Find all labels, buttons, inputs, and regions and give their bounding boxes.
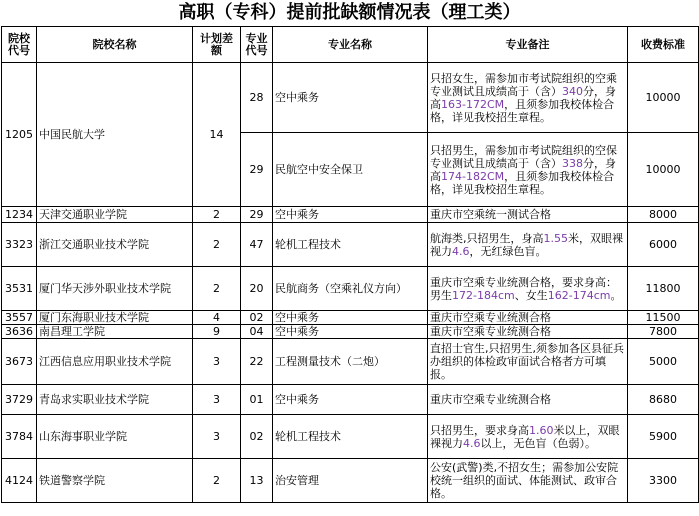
school-code: 1205 — [2, 63, 37, 207]
school-name: 厦门华天涉外职业技术学院 — [37, 267, 193, 311]
major-note: 直招士官生,只招男生,须参加各区县征兵办组织的体检政审面试合格者方可填报。 — [428, 339, 628, 385]
school-code: 3531 — [2, 267, 37, 311]
major-note: 重庆市空乘统一测试合格 — [428, 207, 628, 223]
major-code: 02 — [241, 311, 273, 325]
major-code: 29 — [241, 133, 273, 207]
school-name: 铁道警察学院 — [37, 459, 193, 503]
major-name: 空中乘务 — [273, 207, 428, 223]
header-major-name: 专业名称 — [273, 27, 428, 63]
fee: 10000 — [628, 63, 699, 133]
major-note: 公安(武警)类,不招女生；需参加公安院校统一组织的面试、体能测试、政审合格。 — [428, 459, 628, 503]
fee: 10000 — [628, 133, 699, 207]
major-name: 民航空中安全保卫 — [273, 133, 428, 207]
header-major-note: 专业备注 — [428, 27, 628, 63]
major-code: 29 — [241, 207, 273, 223]
school-name: 浙江交通职业技术学院 — [37, 223, 193, 267]
major-name: 治安管理 — [273, 459, 428, 503]
fee: 5900 — [628, 415, 699, 459]
school-code: 4124 — [2, 459, 37, 503]
table-row — [2, 223, 699, 267]
school-code: 3557 — [2, 311, 37, 325]
major-name: 轮机工程技术 — [273, 223, 428, 267]
school-code: 3729 — [2, 385, 37, 415]
major-name: 空中乘务 — [273, 311, 428, 325]
major-note: 重庆市空乘专业统测合格 — [428, 311, 628, 325]
major-note: 重庆市空乘专业统测合格 — [428, 325, 628, 339]
school-code: 3673 — [2, 339, 37, 385]
major-code: 02 — [241, 415, 273, 459]
fee: 6000 — [628, 223, 699, 267]
shortage-table — [1, 26, 699, 503]
school-name: 中国民航大学 — [37, 63, 193, 207]
plan-gap: 3 — [193, 385, 241, 415]
school-name: 厦门东海职业技术学院 — [37, 311, 193, 325]
major-note: 重庆市空乘专业统测合格 — [428, 385, 628, 415]
header-school-code: 院校代号 — [2, 27, 37, 63]
page-title: 高职（专科）提前批缺额情况表（理工类） — [178, 2, 521, 23]
fee: 11500 — [628, 311, 699, 325]
major-name: 轮机工程技术 — [273, 415, 428, 459]
major-name: 民航商务（空乘礼仪方向） — [273, 267, 428, 311]
school-code: 3323 — [2, 223, 37, 267]
table-row — [2, 311, 699, 325]
major-code: 04 — [241, 325, 273, 339]
table-row — [2, 63, 699, 133]
major-code: 20 — [241, 267, 273, 311]
header-major-code: 专业代号 — [241, 27, 273, 63]
major-note: 只招女生，需参加市考试院组织的空乘专业测试且成绩高于（含）340分，身高163-172CM，且须参加我校体检合格，详见我校招生章程。 — [428, 63, 628, 133]
school-name: 天津交通职业学院 — [37, 207, 193, 223]
plan-gap: 2 — [193, 207, 241, 223]
table-row — [2, 385, 699, 415]
school-name: 南昌理工学院 — [37, 325, 193, 339]
plan-gap: 14 — [193, 63, 241, 207]
fee: 5000 — [628, 339, 699, 385]
school-code: 3784 — [2, 415, 37, 459]
school-code: 1234 — [2, 207, 37, 223]
fee: 7800 — [628, 325, 699, 339]
major-name: 工程测量技术（二炮） — [273, 339, 428, 385]
fee: 3300 — [628, 459, 699, 503]
table-row — [2, 415, 699, 459]
major-note: 航海类,只招男生，身高1.55米，双眼裸视力4.6，无红绿色盲。 — [428, 223, 628, 267]
table-row — [2, 339, 699, 385]
major-code: 13 — [241, 459, 273, 503]
plan-gap: 3 — [193, 415, 241, 459]
plan-gap: 2 — [193, 223, 241, 267]
major-name: 空中乘务 — [273, 325, 428, 339]
major-code: 47 — [241, 223, 273, 267]
major-name: 空中乘务 — [273, 63, 428, 133]
major-code: 28 — [241, 63, 273, 133]
table-row — [2, 207, 699, 223]
major-note: 只招男生，要求身高1.60米以上，双眼裸视力4.6以上，无色盲（色弱）。 — [428, 415, 628, 459]
header-plan-gap: 计划差额 — [193, 27, 241, 63]
plan-gap: 4 — [193, 311, 241, 325]
school-code: 3636 — [2, 325, 37, 339]
fee: 8000 — [628, 207, 699, 223]
plan-gap: 9 — [193, 325, 241, 339]
plan-gap: 2 — [193, 459, 241, 503]
major-code: 22 — [241, 339, 273, 385]
table-header-row — [2, 27, 699, 63]
major-note: 重庆市空乘专业统测合格，要求身高：男生172-184cm、女生162-174cm。 — [428, 267, 628, 311]
school-name: 江西信息应用职业技术学院 — [37, 339, 193, 385]
fee: 8680 — [628, 385, 699, 415]
table-row — [2, 459, 699, 503]
header-fee: 收费标准 — [628, 27, 699, 63]
table-row — [2, 325, 699, 339]
fee: 11800 — [628, 267, 699, 311]
school-name: 山东海事职业学院 — [37, 415, 193, 459]
plan-gap: 3 — [193, 339, 241, 385]
major-note: 只招男生，需参加市考试院组织的空保专业测试且成绩高于（含）338分，身高174-182CM，且须参加我校体检合格，详见我校招生章程。 — [428, 133, 628, 207]
school-name: 青岛求实职业技术学院 — [37, 385, 193, 415]
major-code: 01 — [241, 385, 273, 415]
plan-gap: 2 — [193, 267, 241, 311]
table-row — [2, 267, 699, 311]
major-name: 空中乘务 — [273, 385, 428, 415]
header-school-name: 院校名称 — [37, 27, 193, 63]
